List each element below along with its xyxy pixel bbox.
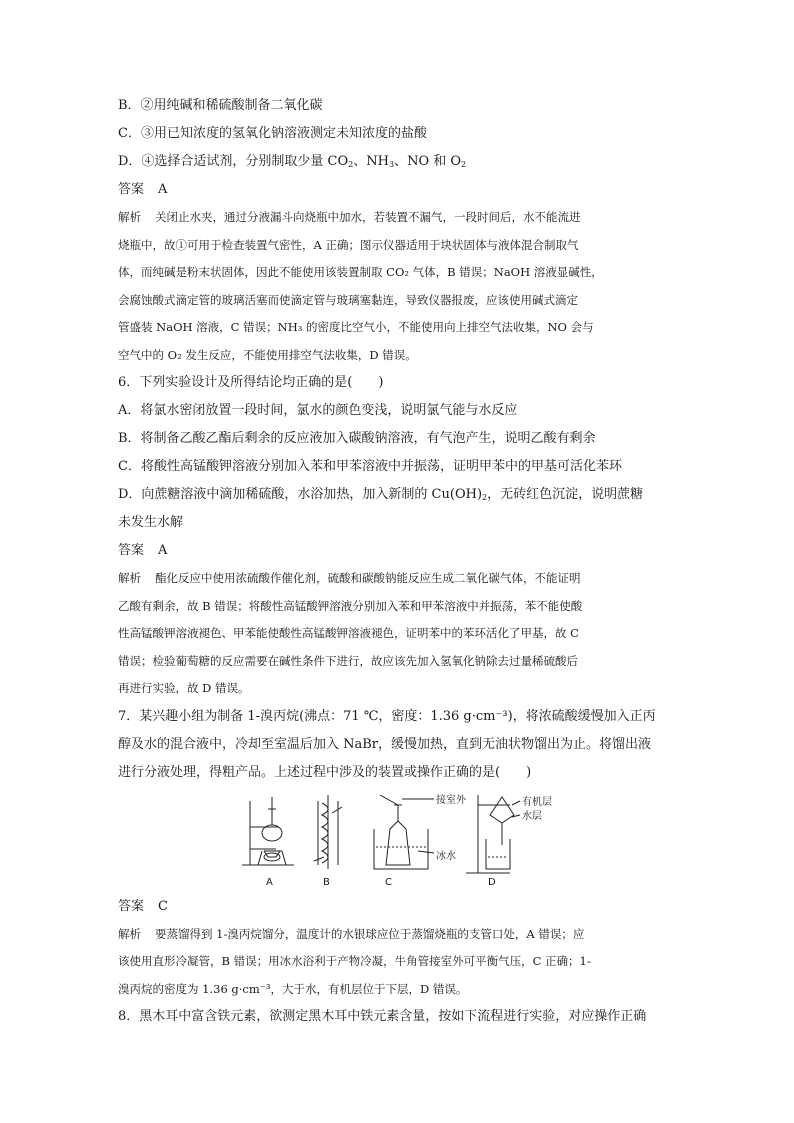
figure-label-water-layer: 水层 <box>522 810 542 822</box>
q5-analysis-line <box>118 204 678 232</box>
q6-analysis-line: 性高锰酸钾溶液褪色、甲苯能使酸性高锰酸钾溶液褪色，证明苯中的苯环活化了甲基，故 C <box>118 626 579 640</box>
figure-label-organic-layer: 有机层 <box>522 796 552 808</box>
q5-option-d <box>118 148 678 176</box>
apparatus-c <box>374 795 434 869</box>
q6-option-b: B．将制备乙酸乙酯后剩余的反应液加入碳酸钠溶液，有气泡产生，说明乙酸有剩余 <box>118 431 596 446</box>
q5-answer <box>118 176 678 204</box>
figure-label-ice-water: 冰水 <box>436 850 456 862</box>
document-page <box>118 92 678 1031</box>
q5-option-c: C．③用已知浓度的氢氧化钠溶液测定未知浓度的盐酸 <box>118 126 427 141</box>
figure-label-c: C <box>385 876 392 888</box>
q5-option-b: B．②用纯碱和稀硫酸制备二氧化碳 <box>118 98 323 113</box>
q6-option-a: A．将氯水密闭放置一段时间，氯水的颜色变浅，说明氯气能与水反应 <box>118 403 518 418</box>
q5-analysis-text: 关闭止水夹，通过分液漏斗向烧瓶中加水，若装置不漏气，一段时间后，水不能流进 <box>155 210 581 224</box>
apparatus-d <box>466 795 520 873</box>
apparatus-b <box>314 795 342 869</box>
q6-analysis-line: 错误；检验葡萄糖的反应需要在碱性条件下进行，故应该先加入氢氧化钠除去过量稀硫酸后 <box>118 653 578 668</box>
q5-o2-sub: 2 <box>461 160 467 169</box>
apparatus-figure <box>118 791 678 893</box>
figure-label-d: D <box>488 876 496 888</box>
q6-answer-value: A <box>158 543 168 558</box>
q7-analysis-text: 要蒸馏得到 1-溴丙烷馏分，温度计的水银球应位于蒸馏烧瓶的支管口处，A 错误；应 <box>155 926 585 941</box>
q7-answer-value: C <box>158 898 168 914</box>
figure-label-b: B <box>323 876 330 888</box>
q7-stem-line: 7．某兴趣小组为制备 1-溴丙烷(沸点：71 ℃，密度：1.36 g·cm⁻³)，将浓硫酸缓慢加入正丙 <box>118 708 656 724</box>
figure-label-a: A <box>266 876 273 888</box>
q6-answer <box>118 537 678 565</box>
apparatus-a <box>242 797 294 865</box>
q5-option-d-end: 、NO 和 O <box>394 154 462 169</box>
q7-analysis-label: 解析 <box>118 926 141 941</box>
q6-analysis-line: 乙酸有剩余，故 B 错误；将酸性高锰酸钾溶液分别加入苯和甲苯溶液中并振荡，苯不能使酸 <box>118 598 583 613</box>
q6-analysis-label: 解析 <box>118 571 141 585</box>
q8-stem-line: 8．黑木耳中富含铁元素，欲测定黑木耳中铁元素含量，按如下流程进行实验，对应操作正确 <box>118 1009 647 1024</box>
q5-analysis-line: 会腐蚀酸式滴定管的玻璃活塞而使滴定管与玻璃塞黏连，导致仪器报废，应该使用碱式滴定 <box>118 292 578 307</box>
q6-stem: 6．下列实验设计及所得结论均正确的是( ) <box>118 375 384 390</box>
q5-co2-sub: 2 <box>348 160 354 169</box>
q7-analysis-line: 溴丙烷的密度为 1.36 g·cm⁻³，大于水，有机层位于下层，D 错误。 <box>118 981 468 996</box>
q5-option-d-pre: D．④选择合适试剂，分别制取少量 CO <box>118 154 349 169</box>
q6-analysis-line: 再进行实验，故 D 错误。 <box>118 681 250 695</box>
q5-analysis-line: 体，而纯碱是粉末状固体，因此不能使用该装置制取 CO₂ 气体，B 错误；NaOH 溶液显碱性， <box>118 265 603 279</box>
q5-analysis-label: 解析 <box>118 210 141 224</box>
q5-analysis-line: 管盛装 NaOH 溶液，C 错误；NH₃ 的密度比空气小，不能使用向上排空气法收集，NO 会与 <box>118 320 594 334</box>
q6-answer-label: 答案 <box>118 543 145 558</box>
q7-analysis-line: 该使用直形冷凝管，B 错误；用冰水浴利于产物冷凝，牛角管接室外可平衡气压，C 正确；1- <box>118 954 591 968</box>
q5-analysis-line: 烧瓶中，故①可用于检查装置气密性，A 正确；图示仪器适用于块状固体与液体混合制取气 <box>118 237 579 252</box>
q7-stem-line: 醇及水的混合液中，冷却至室温后加入 NaBr，缓慢加热，直到无油状物馏出为止。将馏出液 <box>118 736 652 752</box>
q7-answer-label: 答案 <box>118 898 145 914</box>
q5-answer-value: A <box>158 182 168 197</box>
q6-analysis-text: 酯化反应中使用浓硫酸作催化剂，硫酸和碳酸钠能反应生成二氧化碳气体，不能证明 <box>155 571 581 585</box>
q6-option-d-cont: 未发生水解 <box>118 515 184 530</box>
q6-option-d-pre: D．向蔗糖溶液中滴加稀硫酸，水浴加热，加入新制的 Cu(OH) <box>118 487 483 502</box>
q7-answer <box>118 893 678 921</box>
q7-stem-line: 进行分液处理，得粗产品。上述过程中涉及的装置或操作正确的是( ) <box>118 764 532 780</box>
q5-nh3-sub: 3 <box>388 160 395 169</box>
q6-option-c: C．将酸性高锰酸钾溶液分别加入苯和甲苯溶液中并振荡，证明甲苯中的甲基可活化苯环 <box>118 459 622 474</box>
q6-option-d <box>118 481 678 509</box>
q6-cuoh2-sub: 2 <box>482 493 488 502</box>
q5-answer-label: 答案 <box>118 182 145 197</box>
figure-label-outdoor: 接室外 <box>436 794 466 806</box>
apparatus-drawing <box>118 791 678 893</box>
q5-option-d-mid: 、NH <box>353 154 389 169</box>
q5-analysis-line: 空气中的 O₂ 发生反应，不能使用排空气法收集，D 错误。 <box>118 347 417 362</box>
q6-option-d-post: ，无砖红色沉淀，说明蔗糖 <box>487 487 644 502</box>
q7-analysis-line <box>118 921 678 949</box>
q6-analysis-line <box>118 565 678 593</box>
